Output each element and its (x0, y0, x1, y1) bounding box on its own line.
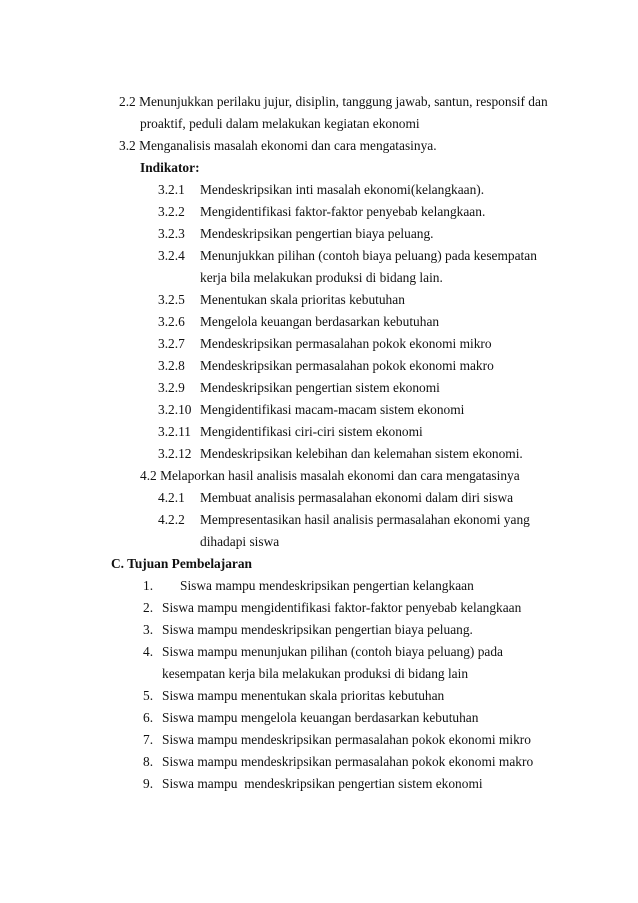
indicator-text: Mendeskripsikan pengertian biaya peluang. (200, 226, 434, 241)
indicator-number: 3.2.12 (158, 446, 192, 461)
indicator-number: 3.2.9 (158, 380, 185, 395)
kd-2-2-line1: 2.2 Menunjukkan perilaku jujur, disiplin, tanggung jawab, santun, responsif dan (119, 94, 548, 109)
indicator-text: Mendeskripsikan kelebihan dan kelemahan sistem ekonomi. (200, 446, 523, 461)
objective-text: Siswa mampu mendeskripsikan permasalahan pokok ekonomi makro (162, 754, 534, 769)
objective-number: 3. (143, 622, 154, 637)
indicator-number: 4.2.1 (158, 490, 185, 505)
kd-4-2-title: 4.2 Melaporkan hasil analisis masalah ekonomi dan cara mengatasinya (140, 468, 520, 483)
objective-text: Siswa mampu menunjukan pilihan (contoh biaya peluang) pada (162, 644, 504, 659)
indicator-number: 3.2.5 (158, 292, 185, 307)
indicator-text: Mendeskripsikan permasalahan pokok ekonomi mikro (200, 336, 492, 351)
indicator-number: 3.2.2 (158, 204, 185, 219)
objective-number: 9. (143, 776, 154, 791)
indicator-number: 4.2.2 (158, 512, 185, 527)
objective-number: 4. (143, 644, 154, 659)
objective-number: 1. (143, 578, 154, 593)
indicator-text: Mengidentifikasi faktor-faktor penyebab kelangkaan. (200, 204, 486, 219)
indicator-number: 3.2.1 (158, 182, 185, 197)
objective-number: 8. (143, 754, 154, 769)
indicator-text-continued: kerja bila melakukan produksi di bidang lain. (200, 270, 443, 285)
objective-number: 6. (143, 710, 154, 725)
indicator-text-continued: dihadapi siswa (200, 534, 280, 549)
objective-text: Siswa mampu mendeskripsikan pengertian sistem ekonomi (162, 776, 483, 791)
objective-text: Siswa mampu menentukan skala prioritas kebutuhan (162, 688, 445, 703)
indicator-number: 3.2.6 (158, 314, 185, 329)
objective-number: 2. (143, 600, 154, 615)
objective-text: Siswa mampu mendeskripsikan pengertian kelangkaan (180, 578, 474, 593)
indicator-number: 3.2.10 (158, 402, 192, 417)
objective-text: Siswa mampu mengidentifikasi faktor-faktor penyebab kelangkaan (162, 600, 522, 615)
indicator-number: 3.2.8 (158, 358, 185, 373)
objective-number: 5. (143, 688, 154, 703)
indicator-text: Mendeskripsikan pengertian sistem ekonomi (200, 380, 440, 395)
tujuan-heading: C. Tujuan Pembelajaran (111, 556, 252, 571)
indicator-text: Mendeskripsikan permasalahan pokok ekonomi makro (200, 358, 494, 373)
indicator-text: Menentukan skala prioritas kebutuhan (200, 292, 405, 307)
indicator-number: 3.2.11 (158, 424, 191, 439)
indicator-number: 3.2.3 (158, 226, 185, 241)
indicator-text: Mengelola keuangan berdasarkan kebutuhan (200, 314, 440, 329)
indicator-text: Mendeskripsikan inti masalah ekonomi(kelangkaan). (200, 182, 485, 197)
objective-text: Siswa mampu mengelola keuangan berdasarkan kebutuhan (162, 710, 479, 725)
objective-text-continued: kesempatan kerja bila melakukan produksi di bidang lain (162, 666, 469, 681)
indicator-text: Membuat analisis permasalahan ekonomi dalam diri siswa (200, 490, 514, 505)
kd-2-2-line2: proaktif, peduli dalam melakukan kegiatan ekonomi (140, 116, 420, 131)
objective-text: Siswa mampu mendeskripsikan permasalahan pokok ekonomi mikro (162, 732, 531, 747)
indikator-label: Indikator: (140, 160, 200, 175)
indicator-text: Mengidentifikasi macam-macam sistem ekonomi (200, 402, 465, 417)
indicator-text: Mempresentasikan hasil analisis permasalahan ekonomi yang (200, 512, 530, 527)
indicator-number: 3.2.4 (158, 248, 185, 263)
objective-text: Siswa mampu mendeskripsikan pengertian biaya peluang. (162, 622, 473, 637)
indicator-text: Menunjukkan pilihan (contoh biaya peluang) pada kesempatan (200, 248, 537, 263)
indicator-number: 3.2.7 (158, 336, 185, 351)
indicator-text: Mengidentifikasi ciri-ciri sistem ekonomi (200, 424, 423, 439)
objective-number: 7. (143, 732, 154, 747)
kd-3-2-title: 3.2 Menganalisis masalah ekonomi dan cara mengatasinya. (119, 138, 437, 153)
